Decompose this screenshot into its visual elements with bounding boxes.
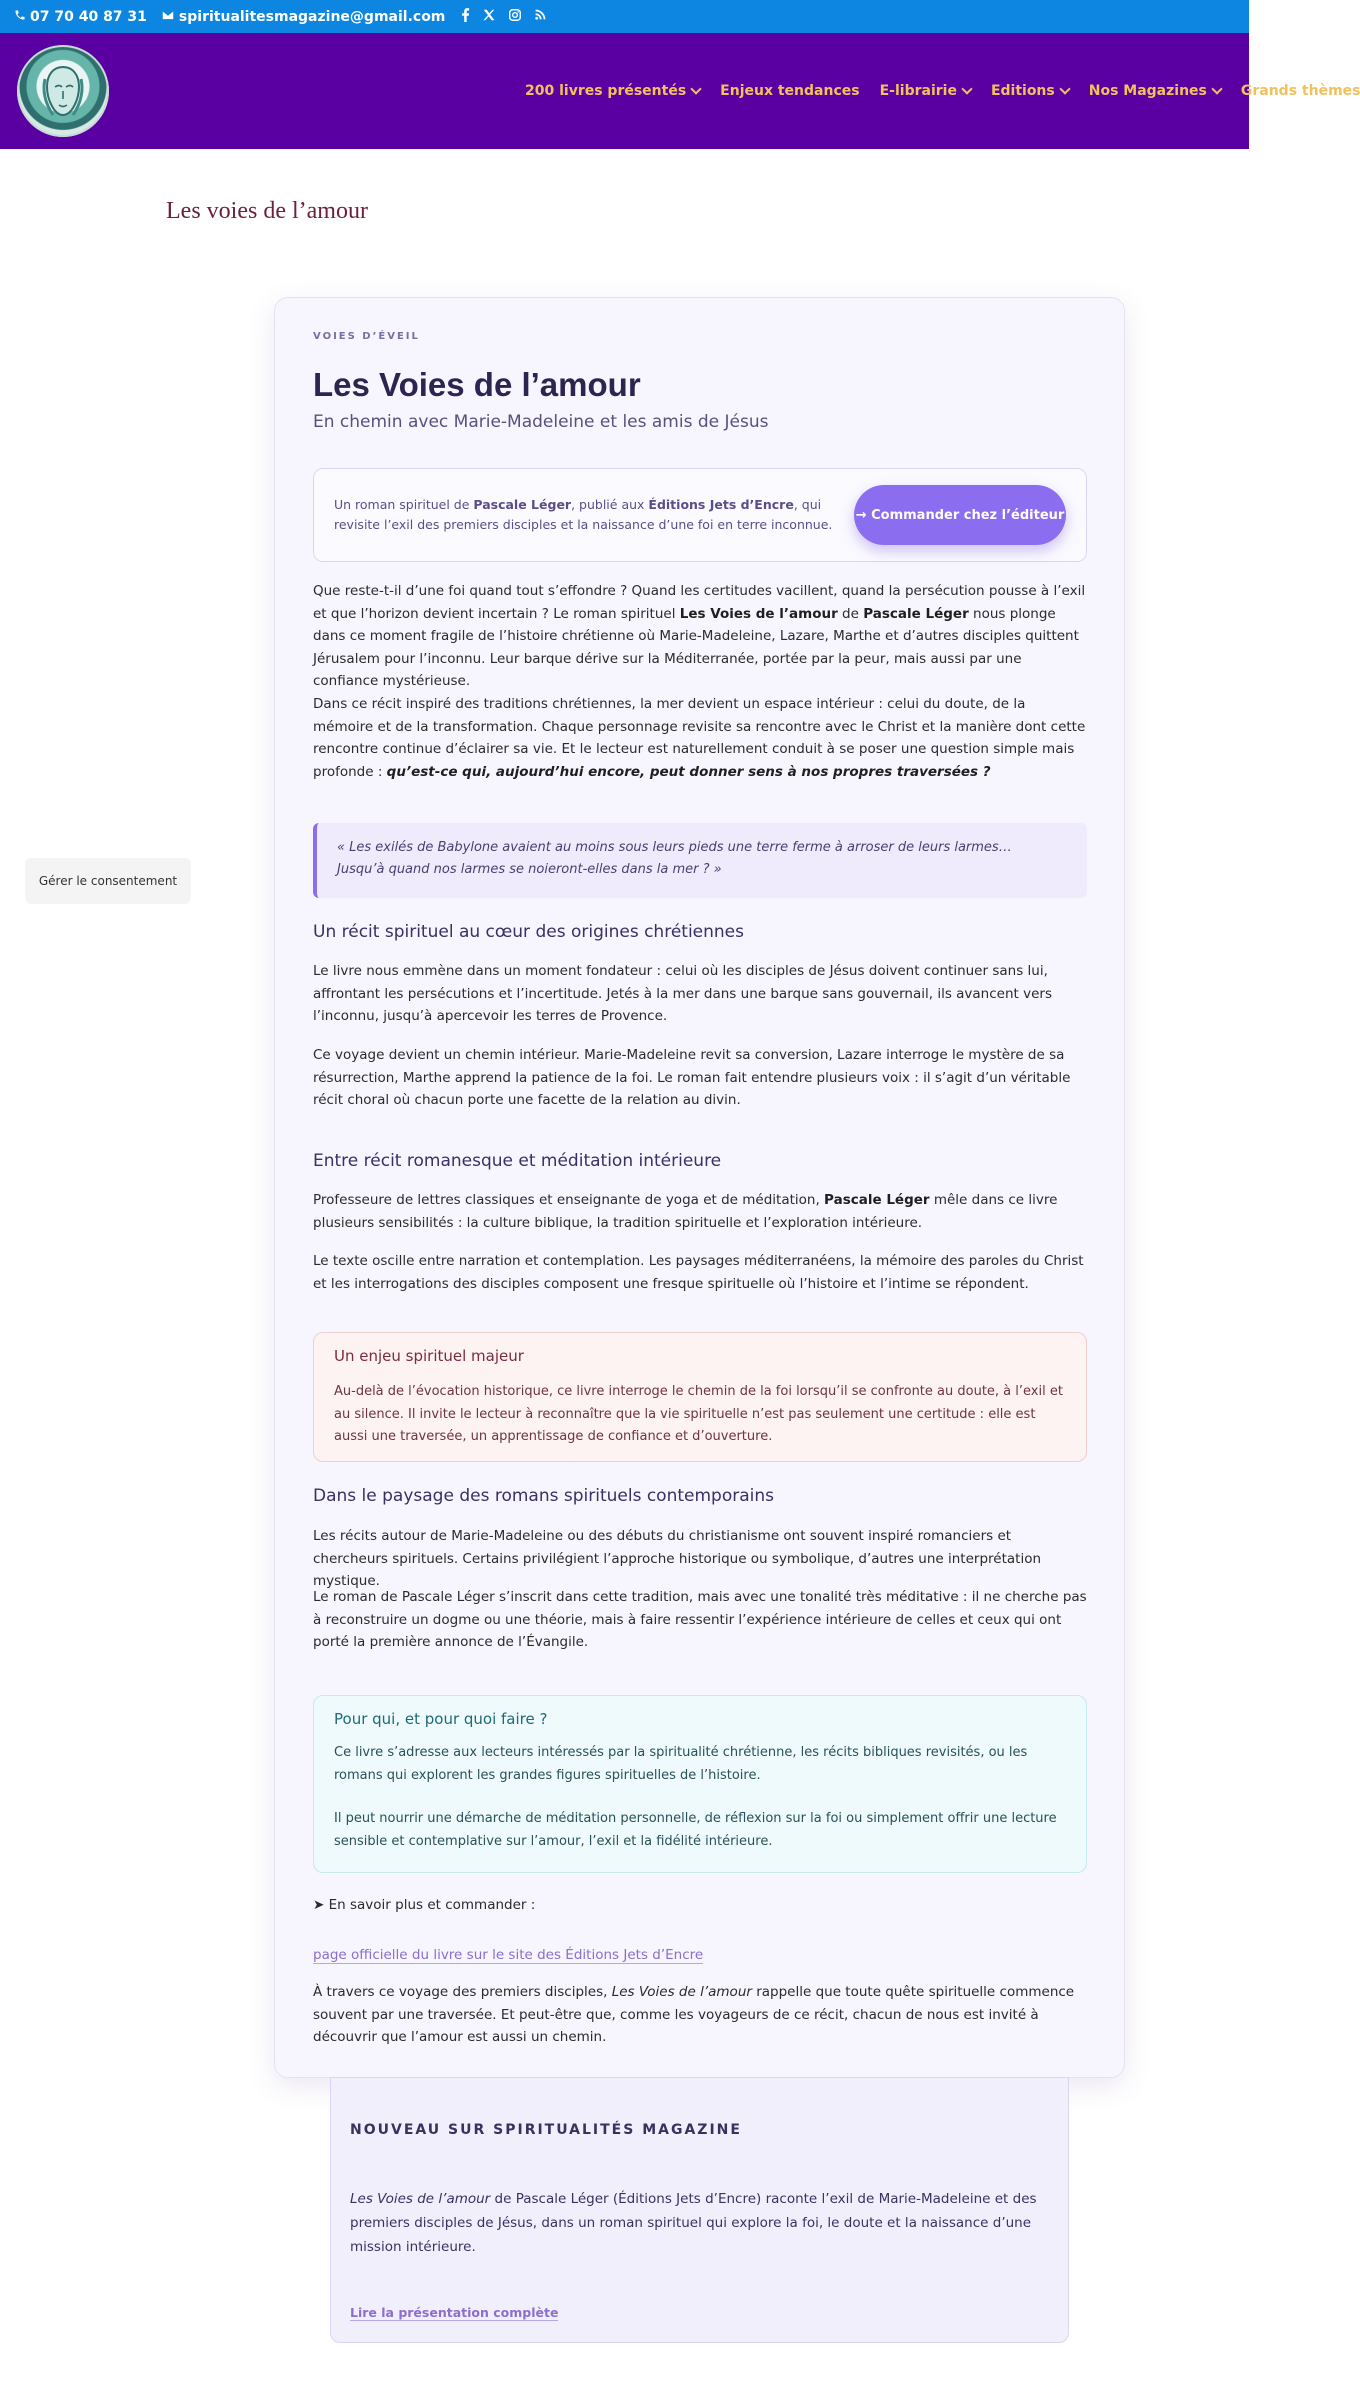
new-box-title: NOUVEAU SUR SPIRITUALITÉS MAGAZINE <box>350 2122 742 2138</box>
enjeu-title: Un enjeu spirituel majeur <box>334 1347 524 1365</box>
article-kicker: VOIES D’ÉVEIL <box>313 331 420 342</box>
article-title: Les Voies de l’amour <box>313 366 641 403</box>
email-contact[interactable] <box>161 9 445 25</box>
intro-paragraph-2: Dans ce récit inspiré des traditions chrétiennes, la mer devient un espace intérieur : celui du doute, de la mémoire et de la transformation. Chaque personnage revisite sa rencontre avec le Christ et la manière dont cette rencontre continue d’éclairer sa vie. Et le lecteur est naturellement conduit à se poser une question simple mais profonde : qu’est-ce qui, aujourd’hui encore, peut donner sens à nos propres traversées ? <box>313 696 1086 780</box>
nav-item-e-librairie[interactable]: E-librairie <box>880 83 971 99</box>
book-quote <box>313 823 1087 898</box>
section-heading-paysage: Dans le paysage des romans spirituels contemporains <box>313 1486 774 1506</box>
chevron-down-icon <box>961 83 972 94</box>
section-origines-paragraph-1: Le livre nous emmène dans un moment fondateur : celui où les disciples de Jésus doivent continuer sans lui, affrontant les persécutions et l’incertitude. Jetés à la mer dans une barque sans gouvernail, ils avancent vers l’inconnu, jusqu’à apercevoir les terres de Provence. <box>313 963 1052 1024</box>
article-subtitle: En chemin avec Marie-Madeleine et les amis de Jésus <box>313 412 769 432</box>
phone-icon <box>14 9 26 25</box>
nav-item-grands-themes[interactable]: Grands thèmes <box>1240 83 1360 99</box>
section-heading-meditation: Entre récit romanesque et méditation intérieure <box>313 1151 722 1171</box>
book-info-box <box>313 468 1087 562</box>
rss-icon[interactable] <box>534 8 547 25</box>
instagram-icon[interactable] <box>508 8 522 26</box>
phone-number: 07 70 40 87 31 <box>30 8 147 25</box>
nav-item-enjeux-tendances[interactable]: Enjeux tendances <box>720 83 860 99</box>
section-paysage-paragraph-1: Les récits autour de Marie-Madeleine ou des débuts du christianisme ont souvent inspiré romanciers et chercheurs spirituels. Certains privilégient l’approche historique ou symbolique, d’autres une interprétation mystique. <box>313 1528 1042 1589</box>
nav-item-editions[interactable]: Editions <box>991 83 1069 99</box>
enjeu-text: Au-delà de l’évocation historique, ce livre interroge le chemin de la foi lorsqu’il se confronte au doute, à l’exil et au silence. Il invite le lecteur à reconnaître que la vie spirituelle n’est pas seulement une certitude : elle est aussi une traversée, un apprentissage de confiance et d’ouverture. <box>334 1384 1063 1444</box>
publisher-page-link[interactable]: page officielle du livre sur le site des Éditions Jets d’Encre <box>313 1947 704 1963</box>
x-icon[interactable] <box>482 8 496 26</box>
section-heading-origines: Un récit spirituel au cœur des origines chrétiennes <box>313 922 744 942</box>
book-info-text: Un roman spirituel de Pascale Léger, publié aux Éditions Jets d’Encre, qui revisite l’exil des premiers disciples et la naissance d’une foi en terre inconnue. <box>334 497 833 532</box>
article-card <box>274 297 1125 2078</box>
section-origines-paragraph-2: Ce voyage devient un chemin intérieur. Marie-Madeleine revit sa conversion, Lazare interroge le mystère de sa résurrection, Marthe apprend la patience de la foi. Le roman fait entendre plusieurs voix : il s’agit d’un véritable récit choral où chacun porte une facette de la relation au divin. <box>313 1047 1071 1108</box>
nav-item-nos-magazines[interactable]: Nos Magazines <box>1089 83 1221 99</box>
chevron-down-icon <box>1059 83 1070 94</box>
facebook-icon[interactable] <box>461 8 470 26</box>
audience-text-1: Ce livre s’adresse aux lecteurs intéressés par la spiritualité chrétienne, les récits bibliques revisités, ou les romans qui explorent les grandes figures spirituelles de l’histoire. <box>334 1745 1028 1783</box>
page-title: Les voies de l’amour <box>166 198 368 224</box>
section-paysage-paragraph-2: Le roman de Pascale Léger s’inscrit dans cette tradition, mais avec une tonalité très méditative : il ne cherche pas à reconstruire un dogme ou une théorie, mais à faire ressentir l’expérience intérieure de celles et ceux qui ont porté la première annonce de l’Évangile. <box>313 1589 1087 1650</box>
spiritualites-magazine-logo[interactable] <box>17 45 109 137</box>
order-from-publisher-button[interactable]: → Commander chez l’éditeur <box>854 485 1066 545</box>
read-full-presentation-link[interactable]: Lire la présentation complète <box>350 2305 559 2320</box>
author-name: Pascale Léger <box>473 497 572 512</box>
intro-paragraph-1: Que reste-t-il d’une foi quand tout s’effondre ? Quand les certitudes vacillent, quand la persécution pousse à l’exil et que l’horizon devient incertain ? Le roman spirituel Les Voies de l’amour de Pascale Léger nous plonge dans ce moment fragile de l’histoire chrétienne où Marie-Madeleine, Lazare, Marthe et d’autres disciples quittent Jérusalem pour l’inconnu. Leur barque dérive sur la Méditerranée, portée par la peur, mais aussi par une confiance mystérieuse. <box>313 583 1086 689</box>
enjeu-callout <box>313 1332 1087 1462</box>
main-nav <box>525 33 1360 149</box>
section-meditation-paragraph-1: Professeure de lettres classiques et enseignante de yoga et de méditation, Pascale Léger mêle dans ce livre plusieurs sensibilités : la culture biblique, la tradition spirituelle et l’exploration intérieure. <box>313 1192 1058 1231</box>
learn-more-label: ➤ En savoir plus et commander : <box>313 1897 536 1913</box>
site-header <box>0 33 1360 149</box>
section-meditation-paragraph-2: Le texte oscille entre narration et contemplation. Les paysages méditerranéens, la mémoire des paroles du Christ et les interrogations des disciples composent une fresque spirituelle où l’histoire et l’intime se répondent. <box>313 1253 1084 1292</box>
nav-item-200-livres[interactable]: 200 livres présentés <box>525 83 700 99</box>
audience-callout <box>313 1695 1087 1873</box>
chevron-down-icon <box>1211 83 1222 94</box>
social-links <box>461 8 547 26</box>
quote-text: « Les exilés de Babylone avaient au moins sous leurs pieds une terre ferme à arroser de leurs larmes… Jusqu’à quand nos larmes se noieront-elles dans la mer ? » <box>337 840 1012 877</box>
manage-consent-button[interactable]: Gérer le consentement <box>25 858 191 904</box>
email-address: spiritualitesmagazine@gmail.com <box>178 8 446 25</box>
new-box-text: Les Voies de l’amour de Pascale Léger (Éditions Jets d’Encre) raconte l’exil de Marie-Madeleine et des premiers disciples de Jésus, dans un roman spirituel qui explore la foi, le doute et la naissance d’une mission intérieure. <box>350 2191 1037 2255</box>
email-icon <box>161 9 175 25</box>
audience-title: Pour qui, et pour quoi faire ? <box>334 1710 548 1728</box>
phone-contact[interactable] <box>14 9 147 25</box>
closing-paragraph: À travers ce voyage des premiers disciples, Les Voies de l’amour rappelle que toute quête spirituelle commence souvent par une traversée. Et peut-être que, comme les voyageurs de ce récit, chacun de nous est invité à découvrir que l’amour est aussi un chemin. <box>313 1984 1075 2045</box>
chevron-down-icon <box>691 83 702 94</box>
top-bar <box>0 0 1249 33</box>
new-on-magazine-box <box>330 2077 1069 2343</box>
publisher-name: Éditions Jets d’Encre <box>648 497 794 512</box>
audience-text-2: Il peut nourrir une démarche de méditation personnelle, de réflexion sur la foi ou simplement offrir une lecture sensible et contemplative sur l’amour, l’exil et la fidélité intérieure. <box>334 1811 1057 1849</box>
